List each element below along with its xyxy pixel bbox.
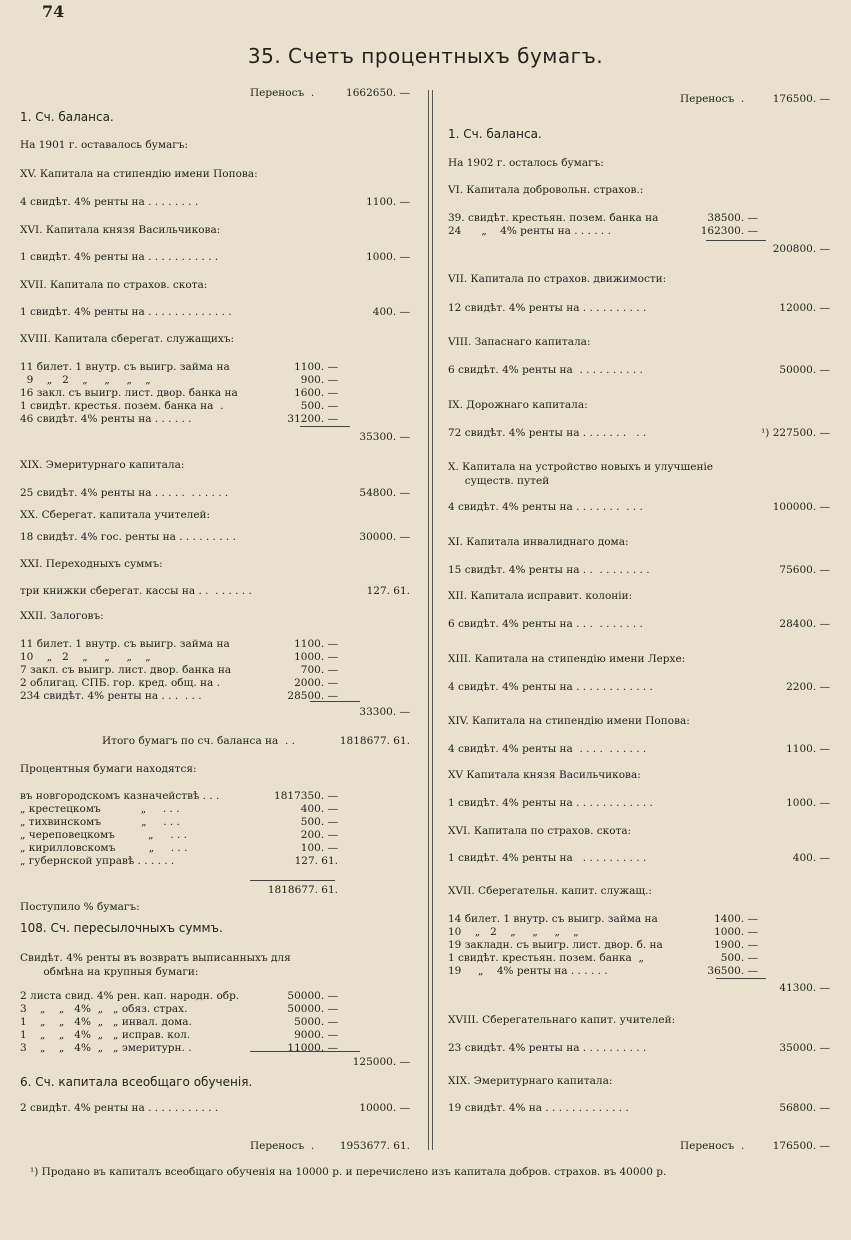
- amount: 1000. —: [714, 926, 758, 938]
- line-text: 3 „ „ 4% „ „ эмеритурн. .: [20, 1042, 192, 1054]
- left-line: [20, 1101, 410, 1115]
- sum-rule: [250, 1051, 360, 1052]
- right-column: [448, 0, 830, 1240]
- right-line: [448, 768, 830, 782]
- amount: 500. —: [300, 816, 338, 828]
- amount: 1953677. 61.: [339, 1140, 410, 1152]
- left-line: [20, 802, 410, 816]
- amount: 1100. —: [294, 638, 338, 650]
- line-text: „ кирилловскомъ „ . . .: [20, 842, 188, 854]
- amount: 54800. —: [359, 487, 410, 499]
- line-text: „ крестецкомъ „ . . .: [20, 803, 180, 815]
- left-line: [20, 965, 410, 979]
- sum-rule: [310, 701, 360, 702]
- line-text: 10 „ 2 „ „ „ „: [448, 926, 579, 938]
- line-text: существ. путей: [448, 475, 550, 487]
- right-line: [448, 742, 830, 756]
- line-text: XI. Капитала инвалиднаго дома:: [448, 536, 629, 548]
- line-text: Итого бумагъ по сч. баланса на . .: [102, 735, 295, 747]
- line-text: „ череповецкомъ „ . . .: [20, 829, 187, 841]
- right-line: [448, 1013, 830, 1027]
- amount: 500. —: [300, 400, 338, 412]
- line-text: въ новгородскомъ казначействѣ . . .: [20, 790, 220, 802]
- right-line: [448, 1041, 830, 1055]
- right-line: [448, 183, 830, 197]
- right-line: [448, 851, 830, 865]
- line-text: 4 свидѣт. 4% ренты на . . . . . . . . . . . .: [448, 681, 653, 693]
- line-text: 4 свидѣт. 4% ренты на . . . . . . . .: [20, 196, 199, 208]
- amount: 31200. —: [287, 413, 338, 425]
- left-line: [20, 584, 410, 598]
- amount: 12000. —: [779, 302, 830, 314]
- left-line: [20, 195, 410, 209]
- line-text: 6. Сч. капитала всеобщаго обученія.: [20, 1075, 253, 1089]
- right-line: [448, 680, 830, 694]
- line-text: На 1902 г. осталось бумагъ:: [448, 157, 604, 169]
- amount: 1900. —: [714, 939, 758, 951]
- left-line: [20, 989, 410, 1003]
- amount: 125000. —: [352, 1056, 410, 1068]
- right-line: [448, 460, 830, 474]
- amount: 1100. —: [786, 743, 830, 755]
- sum-rule: [716, 978, 766, 979]
- amount: 1000. —: [294, 651, 338, 663]
- amount: 2200. —: [786, 681, 830, 693]
- right-line: [448, 652, 830, 666]
- line-text: VIII. Запаснаго капитала:: [448, 336, 591, 348]
- line-text: 11 билет. 1 внутр. съ выигр. займа на: [20, 361, 230, 373]
- line-text: обмѣна на крупныя бумаги:: [20, 966, 199, 978]
- sum-rule: [300, 426, 350, 427]
- line-text: 234 свидѣт. 4% ренты на . . . . . .: [20, 690, 202, 702]
- right-line: [448, 964, 830, 978]
- right-line: [448, 824, 830, 838]
- amount: 400. —: [372, 306, 410, 318]
- left-line: [20, 1002, 410, 1016]
- right-line: [448, 563, 830, 577]
- right-line: [448, 714, 830, 728]
- right-line: [448, 211, 830, 225]
- line-text: 7 закл. съ выигр. лист. двор. банка на: [20, 664, 232, 676]
- left-line: [20, 360, 410, 374]
- amount: 176500. —: [772, 1140, 830, 1152]
- amount: 10000. —: [359, 1102, 410, 1114]
- line-text: 108. Сч. пересылочныхъ суммъ.: [20, 921, 223, 935]
- amount: 1100. —: [294, 361, 338, 373]
- left-line: [20, 138, 410, 152]
- amount: 36500. —: [707, 965, 758, 977]
- left-line: [20, 1028, 410, 1042]
- left-line: [20, 557, 410, 571]
- amount: 400. —: [300, 803, 338, 815]
- left-line: [20, 167, 410, 181]
- amount: 1000. —: [366, 251, 410, 263]
- line-text: XVI. Капитала по страхов. скота:: [448, 825, 632, 837]
- amount: 176500. —: [772, 93, 830, 105]
- amount: 200. —: [300, 829, 338, 841]
- right-line: [448, 589, 830, 603]
- column-divider: [432, 90, 433, 1150]
- amount: 162300. —: [700, 225, 758, 237]
- line-text: 1 свидѣт. 4% ренты на . . . . . . . . . . . . .: [20, 306, 232, 318]
- line-text: 1. Сч. баланса.: [448, 127, 542, 141]
- amount: 1100. —: [366, 196, 410, 208]
- line-text: XV Капитала князя Васильчикова:: [448, 769, 641, 781]
- line-text: 15 свидѣт. 4% ренты на . . . . . . . . . .: [448, 564, 650, 576]
- line-text: 1 свидѣт. 4% ренты на . . . . . . . . . . . .: [448, 797, 653, 809]
- line-text: XXII. Залоговъ:: [20, 610, 104, 622]
- line-text: 1 „ „ 4% „ „ исправ. кол.: [20, 1029, 191, 1041]
- line-text: 4 свидѣт. 4% ренты на . . . . . . . . . .: [448, 501, 643, 513]
- left-line: [20, 1015, 410, 1029]
- line-text: 2 листа свид. 4% рен. кап. народн. обр.: [20, 990, 240, 1002]
- amount: 5000. —: [294, 1016, 338, 1028]
- left-line: [20, 530, 410, 544]
- left-line: [20, 1075, 410, 1089]
- line-text: 1 „ „ 4% „ „ инвал. дома.: [20, 1016, 192, 1028]
- line-text: 19 „ 4% ренты на . . . . . .: [448, 965, 608, 977]
- left-line: [20, 373, 410, 387]
- line-text: Переносъ .: [250, 87, 315, 99]
- line-text: XV. Капитала на стипендію имени Попова:: [20, 168, 258, 180]
- line-text: 12 свидѣт. 4% ренты на . . . . . . . . . .: [448, 302, 647, 314]
- line-text: 24 „ 4% ренты на . . . . . .: [448, 225, 611, 237]
- line-text: 1 свидѣт. крестьян. позем. банка „: [448, 952, 644, 964]
- sum-rule: [250, 880, 335, 881]
- line-text: XIX. Эмеритурнаго капитала:: [20, 459, 185, 471]
- line-text: 72 свидѣт. 4% ренты на . . . . . . . . .: [448, 427, 647, 439]
- line-text: три книжки сберегат. кассы на . . . . . . . .: [20, 585, 252, 597]
- left-line: [20, 663, 410, 677]
- amount: 900. —: [300, 374, 338, 386]
- line-text: X. Капитала на устройство новыхъ и улучшеніе: [448, 461, 714, 473]
- page-number: 74: [42, 2, 65, 21]
- line-text: 23 свидѣт. 4% ренты на . . . . . . . . . .: [448, 1042, 647, 1054]
- amount: 28400. —: [779, 618, 830, 630]
- line-text: 19 закладн. съ выигр. лист. двор. б. на: [448, 939, 663, 951]
- line-text: IX. Дорожнаго капитала:: [448, 399, 588, 411]
- left-line: [20, 921, 410, 935]
- line-text: Свидѣт. 4% ренты въ возвратъ выписанныхъ для: [20, 952, 291, 964]
- line-text: 4 свидѣт. 4% ренты на . . . . . . . . . .: [448, 743, 647, 755]
- left-line: [20, 841, 410, 855]
- line-text: XIV. Капитала на стипендію имени Попова:: [448, 715, 690, 727]
- page-title: 35. Счетъ процентныхъ бумагъ.: [247, 44, 604, 68]
- amount: 127. 61.: [366, 585, 410, 597]
- left-line: [20, 1041, 410, 1055]
- amount: 35300. —: [359, 431, 410, 443]
- right-line: [448, 363, 830, 377]
- line-text: XX. Сберегат. капитала учителей:: [20, 509, 211, 521]
- line-text: „ губернской управѣ . . . . . .: [20, 855, 175, 867]
- left-line: [20, 951, 410, 965]
- left-line: [20, 386, 410, 400]
- amount: ¹) 227500. —: [761, 427, 830, 439]
- line-text: 18 свидѣт. 4% гос. ренты на . . . . . . . . .: [20, 531, 236, 543]
- right-line: [448, 127, 830, 141]
- amount: 1000. —: [786, 797, 830, 809]
- left-line: [20, 305, 410, 319]
- line-text: XVI. Капитала князя Васильчикова:: [20, 224, 221, 236]
- amount: 50000. —: [287, 990, 338, 1002]
- amount: 100. —: [300, 842, 338, 854]
- line-text: XIX. Эмеритурнаго капитала:: [448, 1075, 613, 1087]
- amount: 1600. —: [294, 387, 338, 399]
- line-text: XXI. Переходныхъ суммъ:: [20, 558, 163, 570]
- line-text: VII. Капитала по страхов. движимости:: [448, 273, 667, 285]
- amount: 1662650. —: [346, 87, 410, 99]
- line-text: Переносъ .: [250, 1140, 315, 1152]
- line-text: 6 свидѣт. 4% ренты на . . . . . . . . . .: [448, 618, 643, 630]
- amount: 11000. —: [287, 1042, 338, 1054]
- right-line: [448, 617, 830, 631]
- left-line: [20, 789, 410, 803]
- right-line: [448, 1074, 830, 1088]
- amount: 1818677. 61.: [267, 884, 338, 896]
- amount: 75600. —: [779, 564, 830, 576]
- right-line: [448, 156, 830, 170]
- line-text: 2 свидѣт. 4% ренты на . . . . . . . . . . .: [20, 1102, 219, 1114]
- left-line: [20, 650, 410, 664]
- right-line: [448, 398, 830, 412]
- line-text: „ тихвинскомъ „ . . .: [20, 816, 180, 828]
- right-line: [448, 335, 830, 349]
- amount: 700. —: [300, 664, 338, 676]
- line-text: 14 билет. 1 внутр. съ выигр. займа на: [448, 913, 658, 925]
- line-text: 3 „ „ 4% „ „ обяз. страх.: [20, 1003, 188, 1015]
- left-line: [20, 412, 410, 426]
- amount: 500. —: [720, 952, 758, 964]
- right-line: [448, 951, 830, 965]
- line-text: 1. Сч. баланса.: [20, 110, 114, 124]
- right-line: [448, 272, 830, 286]
- amount: 38500. —: [707, 212, 758, 224]
- right-line: [448, 426, 830, 440]
- amount: 1818677. 61.: [339, 735, 410, 747]
- amount: 35000. —: [779, 1042, 830, 1054]
- line-text: 46 свидѣт. 4% ренты на . . . . . .: [20, 413, 192, 425]
- line-text: XII. Капитала исправит. колоніи:: [448, 590, 633, 602]
- amount: 33300. —: [359, 706, 410, 718]
- line-text: XVIII. Капитала сберегат. служащихъ:: [20, 333, 235, 345]
- right-line: [448, 912, 830, 926]
- amount: 28500. —: [287, 690, 338, 702]
- right-line: [448, 224, 830, 238]
- line-text: XVII. Капитала по страхов. скота:: [20, 279, 208, 291]
- left-line: [20, 815, 410, 829]
- right-line: [448, 535, 830, 549]
- line-text: 16 закл. съ выигр. лист. двор. банка на: [20, 387, 238, 399]
- amount: 200800. —: [772, 243, 830, 255]
- amount: 30000. —: [359, 531, 410, 543]
- amount: 400. —: [792, 852, 830, 864]
- right-line: [448, 796, 830, 810]
- line-text: 11 билет. 1 внутр. съ выигр. займа на: [20, 638, 230, 650]
- left-line: [20, 828, 410, 842]
- amount: 50000. —: [779, 364, 830, 376]
- line-text: Переносъ .: [680, 93, 745, 105]
- column-divider: [428, 90, 429, 1150]
- amount: 9000. —: [294, 1029, 338, 1041]
- amount: 100000. —: [772, 501, 830, 513]
- line-text: 1 свидѣт. 4% ренты на . . . . . . . . . . .: [20, 251, 219, 263]
- line-text: 6 свидѣт. 4% ренты на . . . . . . . . . .: [448, 364, 643, 376]
- amount: 1817350. —: [274, 790, 338, 802]
- line-text: 1 свидѣт. 4% ренты на . . . . . . . . . .: [448, 852, 647, 864]
- line-text: Поступило % бумагъ:: [20, 901, 140, 913]
- line-text: 19 свидѣт. 4% на . . . . . . . . . . . . .: [448, 1102, 629, 1114]
- left-line: [20, 332, 410, 346]
- amount: 41300. —: [779, 982, 830, 994]
- line-text: 10 „ 2 „ „ „ „: [20, 651, 151, 663]
- line-text: Переносъ .: [680, 1140, 745, 1152]
- left-column: [20, 0, 410, 1240]
- sum-rule: [706, 240, 766, 241]
- line-text: 9 „ 2 „ „ „ „: [20, 374, 151, 386]
- left-line: [20, 900, 410, 914]
- line-text: На 1901 г. оставалось бумагъ:: [20, 139, 189, 151]
- line-text: 2 облигац. СПБ. гор. кред. общ. на .: [20, 677, 220, 689]
- left-line: [20, 637, 410, 651]
- line-text: XVIII. Сберегательнаго капит. учителей:: [448, 1014, 676, 1026]
- left-line: [20, 854, 410, 868]
- left-line: [20, 250, 410, 264]
- left-line: [20, 399, 410, 413]
- footnote: ¹) Продано въ капиталъ всеобщаго обученія на 10000 р. и перечислено изъ капитала добров. страхов. въ 40000 р.: [30, 1166, 667, 1178]
- line-text: Процентныя бумаги находятся:: [20, 763, 197, 775]
- line-text: XVII. Сберегательн. капит. служащ.:: [448, 885, 652, 897]
- right-line: [448, 938, 830, 952]
- line-text: VI. Капитала добровольн. страхов.:: [448, 184, 644, 196]
- line-text: 39. свидѣт. крестьян. позем. банка на: [448, 212, 659, 224]
- right-line: [448, 925, 830, 939]
- line-text: 25 свидѣт. 4% ренты на . . . . . . . . . . .: [20, 487, 229, 499]
- left-line: [20, 609, 410, 623]
- amount: 56800. —: [779, 1102, 830, 1114]
- left-line: [20, 676, 410, 690]
- left-line: [20, 278, 410, 292]
- left-line: [20, 110, 410, 124]
- line-text: 1 свидѣт. крестья. позем. банка на .: [20, 400, 224, 412]
- left-line: [20, 486, 410, 500]
- right-line: [448, 474, 830, 488]
- amount: 1400. —: [714, 913, 758, 925]
- right-line: [448, 1101, 830, 1115]
- right-line: [448, 301, 830, 315]
- left-line: [20, 508, 410, 522]
- amount: 2000. —: [294, 677, 338, 689]
- left-line: [20, 223, 410, 237]
- amount: 50000. —: [287, 1003, 338, 1015]
- left-line: [20, 458, 410, 472]
- amount: 127. 61.: [294, 855, 338, 867]
- right-line: [448, 884, 830, 898]
- right-line: [448, 500, 830, 514]
- line-text: XIII. Капитала на стипендію имени Лерхе:: [448, 653, 686, 665]
- left-line: [20, 762, 410, 776]
